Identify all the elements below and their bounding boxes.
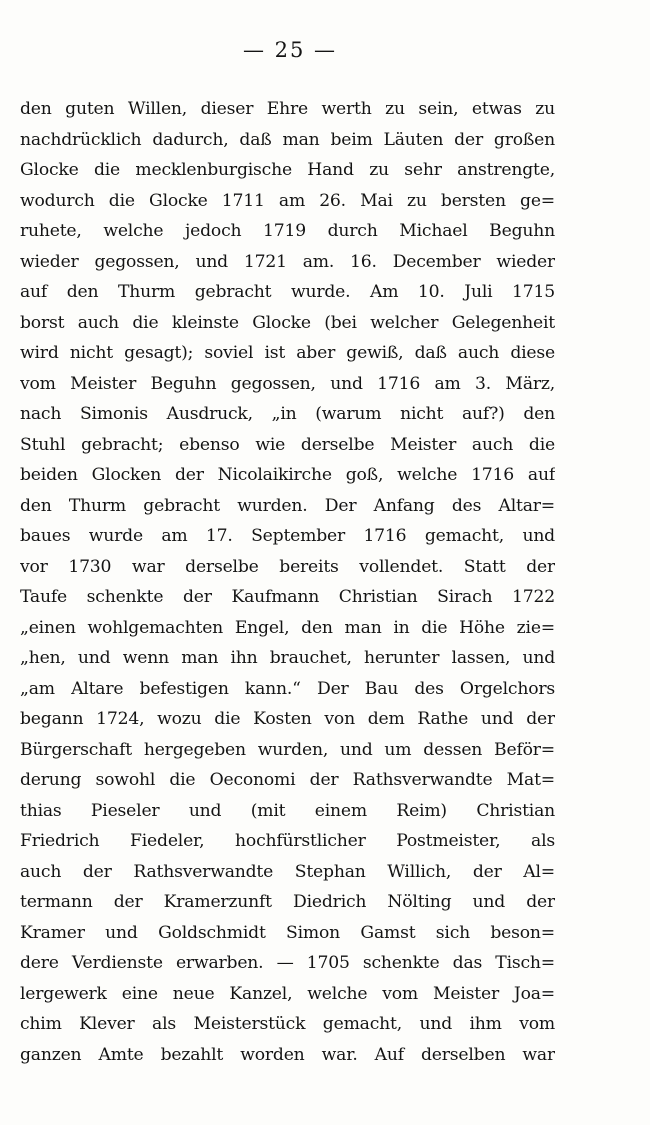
text-line: begann 1724, wozu die Kosten von dem Rathe und der (20, 709, 555, 729)
text-line: „einen wohlgemachten Engel, den man in die Höhe zie= (20, 617, 555, 638)
text-line: derung sowohl die Oeconomi der Rathsverwandte Mat= (20, 770, 555, 790)
text-line: Kramer und Goldschmidt Simon Gamst sich beson= (20, 922, 555, 943)
text-line: Stuhl gebracht; ebenso wie derselbe Meister auch die (20, 434, 555, 455)
text-line: lergewerk eine neue Kanzel, welche vom Meister Joa= (20, 983, 555, 1004)
text-line: dere Verdienste erwarben. — 1705 schenkte das Tisch= (20, 953, 555, 973)
text-line: thias Pieseler und (mit einem Reim) Christian (20, 800, 555, 821)
text-line: baues wurde am 17. September 1716 gemacht, und (20, 526, 555, 546)
text-line: Friedrich Fiedeler, hochfürstlicher Postmeister, als (20, 831, 555, 851)
text-line: beiden Glocken der Nicolaikirche goß, welche 1716 auf (20, 465, 555, 485)
text-line: Glocke die mecklenburgische Hand zu sehr anstrengte, (20, 160, 555, 180)
page-body-text (20, 94, 555, 1070)
text-line: nachdrücklich dadurch, daß man beim Läuten der großen (20, 129, 555, 150)
text-line: nach Simonis Ausdruck, „in (warum nicht auf?) den (20, 404, 555, 424)
text-line: ganzen Amte bezahlt worden war. Auf derselben war (20, 1044, 555, 1065)
text-line: wieder gegossen, und 1721 am. 16. December wieder (20, 251, 555, 272)
text-line: auf den Thurm gebracht wurde. Am 10. Juli 1715 (20, 282, 555, 302)
text-line: chim Klever als Meisterstück gemacht, und ihm vom (20, 1014, 555, 1034)
text-line: termann der Kramerzunft Diedrich Nölting und der (20, 892, 555, 912)
text-line: wird nicht gesagt); soviel ist aber gewiß, daß auch diese (20, 343, 555, 363)
text-line: „hen, und wenn man ihn brauchet, herunter lassen, und (20, 648, 555, 668)
text-line: Taufe schenkte der Kaufmann Christian Sirach 1722 (20, 587, 555, 607)
text-line: borst auch die kleinste Glocke (bei welcher Gelegenheit (20, 312, 555, 333)
text-line: ruhete, welche jedoch 1719 durch Michael Beguhn (20, 221, 555, 241)
text-line: wodurch die Glocke 1711 am 26. Mai zu bersten ge= (20, 190, 555, 211)
text-line: den guten Willen, dieser Ehre werth zu sein, etwas zu (20, 99, 555, 119)
text-line: „am Altare befestigen kann.“ Der Bau des Orgelchors (20, 678, 555, 699)
text-line: Bürgerschaft hergegeben wurden, und um dessen Beför= (20, 739, 555, 760)
text-line: den Thurm gebracht wurden. Der Anfang des Altar= (20, 495, 555, 516)
text-line: auch der Rathsverwandte Stephan Willich, der Al= (20, 861, 555, 882)
page-number-header: — 25 — (242, 38, 338, 62)
text-line: vom Meister Beguhn gegossen, und 1716 am 3. März, (20, 373, 555, 394)
text-line: vor 1730 war derselbe bereits vollendet. Statt der (20, 556, 555, 577)
